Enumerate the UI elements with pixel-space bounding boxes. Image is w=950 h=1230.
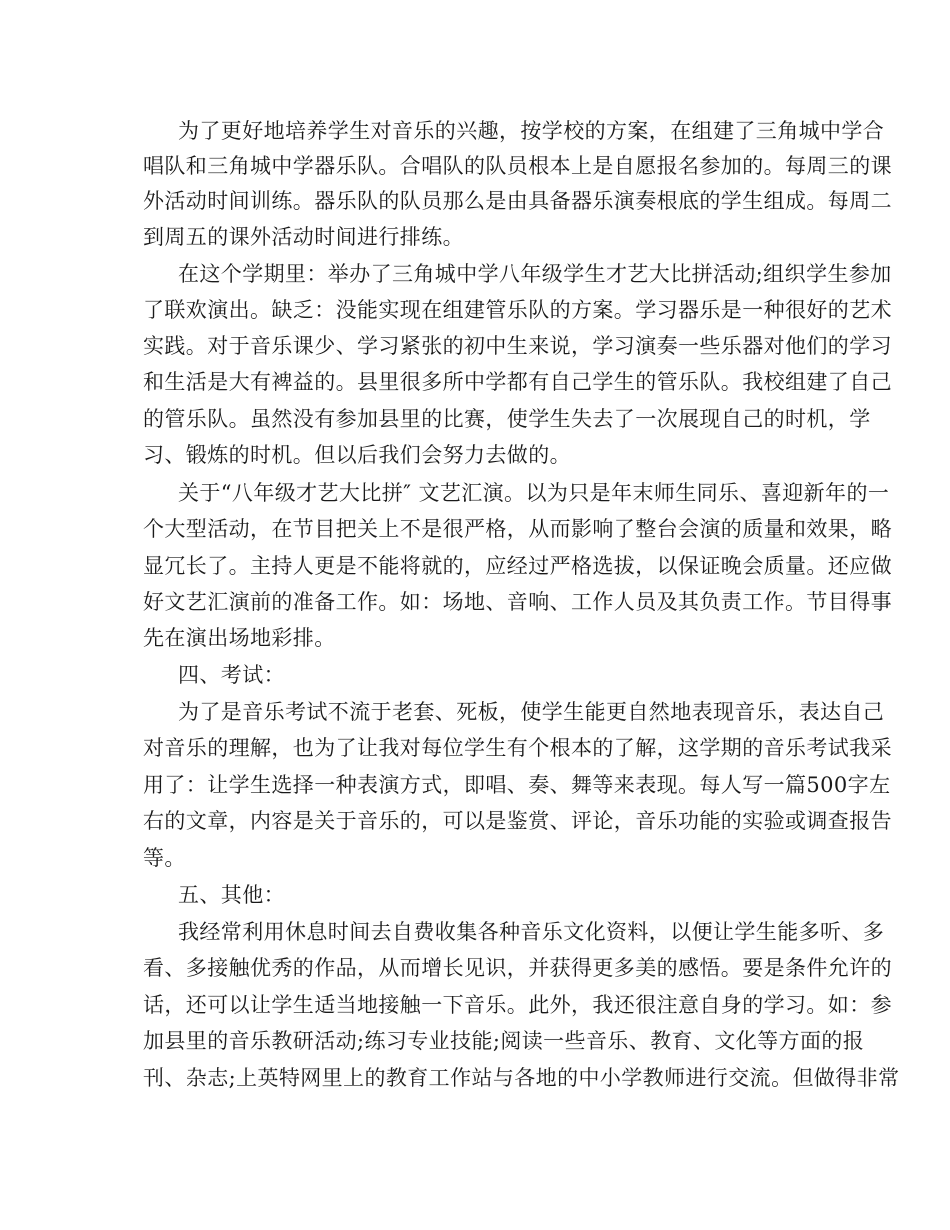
text-line: 了联欢演出。缺乏：没能实现在组建管乐队的方案。学习器乐是一种很好的艺术 <box>143 298 892 322</box>
text-line: 话，还可以让学生适当地接触一下音乐。此外，我还很注意自身的学习。如：参 <box>143 993 892 1017</box>
text-line: 对音乐的理解，也为了让我对每位学生有个根本的了解，这学期的音乐考试我采 <box>143 736 892 760</box>
text-line: 实践。对于音乐课少、学习紧张的初中生来说，学习演奏一些乐器对他们的学习 <box>143 334 892 358</box>
text-line: 习、锻炼的时机。但以后我们会努力去做的。 <box>143 443 571 467</box>
text-line: 到周五的课外活动时间进行排练。 <box>143 225 464 249</box>
text-line: 为了是音乐考试不流于老套、死板，使学生能更自然地表现音乐，表达自己 <box>178 700 885 724</box>
section-heading: 四、考试： <box>178 663 285 687</box>
text-line: 用了：让学生选择一种表演方式，即唱、奏、舞等来表现。每人写一篇500字左 <box>143 773 891 797</box>
text-line: 我经常利用休息时间去自费收集各种音乐文化资料，以便让学生能多听、多 <box>178 920 885 944</box>
text-line: 关于“八年级才艺大比拼″ 文艺汇演。以为只是年末师生同乐、喜迎新年的一 <box>178 481 890 505</box>
text-line: 看、多接触优秀的作品，从而增长见识，并获得更多美的感悟。要是条件允许的 <box>143 956 892 980</box>
text-line: 好文艺汇演前的准备工作。如：场地、音响、工作人员及其负责工作。节目得事 <box>143 590 892 614</box>
text-line: 等。 <box>143 846 186 870</box>
text-line: 先在演出场地彩排。 <box>143 626 336 650</box>
text-line: 外活动时间训练。器乐队的队员那么是由具备器乐演奏根底的学生组成。每周二 <box>143 189 892 213</box>
section-heading: 五、其他： <box>178 883 285 907</box>
text-line: 个大型活动，在节目把关上不是很严格，从而影响了整台会演的质量和效果，略 <box>143 517 892 541</box>
text-line: 和生活是大有裨益的。县里很多所中学都有自己学生的管乐队。我校组建了自己 <box>143 370 892 394</box>
text-line: 为了更好地培养学生对音乐的兴趣，按学校的方案，在组建了三角城中学合 <box>178 119 885 143</box>
text-line: 右的文章，内容是关于音乐的，可以是鉴赏、评论，音乐功能的实验或调查报告 <box>143 809 892 833</box>
text-line: 刊、杂志;上英特网里上的教育工作站与各地的中小学教师进行交流。但做得非常 <box>143 1066 900 1090</box>
text-line: 唱队和三角城中学器乐队。合唱队的队员根本上是自愿报名参加的。每周三的课 <box>143 154 892 178</box>
text-line: 显冗长了。主持人更是不能将就的，应经过严格选拔，以保证晚会质量。还应做 <box>143 554 892 578</box>
text-line: 加县里的音乐教研活动;练习专业技能;阅读一些音乐、教育、文化等方面的报 <box>143 1029 865 1053</box>
text-line: 在这个学期里：举办了三角城中学八年级学生才艺大比拼活动;组织学生参加 <box>178 262 892 286</box>
text-line: 的管乐队。虽然没有参加县里的比赛，使学生失去了一次展现自己的时机，学 <box>143 407 871 431</box>
